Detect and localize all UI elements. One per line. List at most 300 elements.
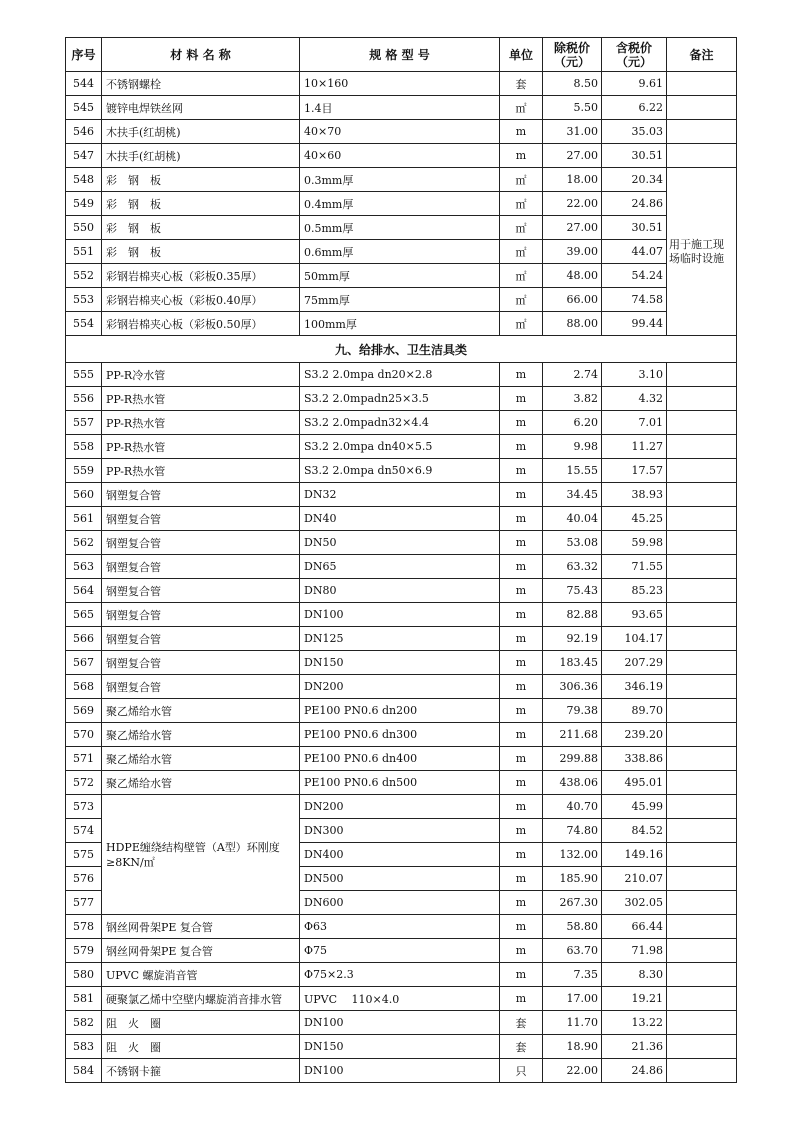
material-name: 聚乙烯给水管 (102, 771, 300, 795)
unit: ㎡ (500, 312, 543, 336)
item-number: 556 (66, 387, 102, 411)
item-number: 547 (66, 144, 102, 168)
price-incl-tax: 20.34 (602, 168, 667, 192)
price-incl-tax: 7.01 (602, 411, 667, 435)
price-incl-tax: 346.19 (602, 675, 667, 699)
col-header-no: 序号 (66, 38, 102, 72)
price-incl-tax: 30.51 (602, 216, 667, 240)
spec-model: 10×160 (300, 72, 500, 96)
price-ex-label: 除税价 (553, 40, 590, 55)
spec-model: UPVC 110×4.0 (300, 987, 500, 1011)
price-excl-tax: 17.00 (543, 987, 602, 1011)
material-name: 彩钢岩棉夹心板（彩板0.50厚） (102, 312, 300, 336)
price-excl-tax: 27.00 (543, 144, 602, 168)
price-excl-tax: 9.98 (543, 435, 602, 459)
price-table (65, 37, 737, 1083)
material-name: 钢塑复合管 (102, 555, 300, 579)
price-incl-tax: 84.52 (602, 819, 667, 843)
price-excl-tax: 22.00 (543, 192, 602, 216)
price-excl-tax: 5.50 (543, 96, 602, 120)
price-excl-tax: 211.68 (543, 723, 602, 747)
spec-model: S3.2 2.0mpadn25×3.5 (300, 387, 500, 411)
item-number: 579 (66, 939, 102, 963)
price-excl-tax: 11.70 (543, 1011, 602, 1035)
material-name: 钢塑复合管 (102, 507, 300, 531)
material-name: 钢塑复合管 (102, 483, 300, 507)
item-number: 564 (66, 579, 102, 603)
unit: 套 (500, 1011, 543, 1035)
spec-model: S3.2 2.0mpa dn50×6.9 (300, 459, 500, 483)
material-name: 钢塑复合管 (102, 531, 300, 555)
unit: m (500, 387, 543, 411)
price-excl-tax: 63.70 (543, 939, 602, 963)
remark (667, 531, 737, 555)
unit: m (500, 459, 543, 483)
col-header-note: 备注 (667, 38, 737, 72)
material-name: 镀锌电焊铁丝网 (102, 96, 300, 120)
remark (667, 435, 737, 459)
item-number: 578 (66, 915, 102, 939)
remark (667, 1011, 737, 1035)
unit: m (500, 747, 543, 771)
unit: m (500, 699, 543, 723)
remark (667, 771, 737, 795)
table-row (66, 1035, 737, 1059)
item-number: 581 (66, 987, 102, 1011)
spec-model: 0.5mm厚 (300, 216, 500, 240)
price-incl-tax: 93.65 (602, 603, 667, 627)
spec-model: S3.2 2.0mpa dn40×5.5 (300, 435, 500, 459)
material-name: UPVC 螺旋消音管 (102, 963, 300, 987)
item-number: 559 (66, 459, 102, 483)
spec-model: DN125 (300, 627, 500, 651)
material-name: 钢塑复合管 (102, 675, 300, 699)
item-number: 544 (66, 72, 102, 96)
table-row (66, 168, 737, 192)
price-incl-tax: 11.27 (602, 435, 667, 459)
remark (667, 144, 737, 168)
spec-model: 50mm厚 (300, 264, 500, 288)
material-name: 钢丝网骨架PE 复合管 (102, 939, 300, 963)
item-number: 566 (66, 627, 102, 651)
table-row (66, 240, 737, 264)
table-row (66, 1059, 737, 1083)
item-number: 565 (66, 603, 102, 627)
spec-model: DN65 (300, 555, 500, 579)
price-excl-tax: 183.45 (543, 651, 602, 675)
header-row (66, 38, 737, 72)
table-row (66, 144, 737, 168)
price-incl-tax: 149.16 (602, 843, 667, 867)
unit: m (500, 435, 543, 459)
unit: m (500, 723, 543, 747)
remark (667, 915, 737, 939)
item-number: 555 (66, 363, 102, 387)
price-excl-tax: 6.20 (543, 411, 602, 435)
price-excl-tax: 34.45 (543, 483, 602, 507)
price-excl-tax: 132.00 (543, 843, 602, 867)
item-number: 576 (66, 867, 102, 891)
price-incl-tax: 45.25 (602, 507, 667, 531)
remark (667, 723, 737, 747)
material-name: PP-R热水管 (102, 435, 300, 459)
price-incl-tax: 45.99 (602, 795, 667, 819)
table-body (66, 72, 737, 1083)
table-row (66, 435, 737, 459)
price-incl-tax: 13.22 (602, 1011, 667, 1035)
price-incl-tax: 59.98 (602, 531, 667, 555)
unit: m (500, 675, 543, 699)
price-incl-tax: 74.58 (602, 288, 667, 312)
price-incl-tax: 24.86 (602, 1059, 667, 1083)
table-row (66, 963, 737, 987)
price-excl-tax: 40.04 (543, 507, 602, 531)
item-number: 571 (66, 747, 102, 771)
section-row (66, 336, 737, 363)
table-row (66, 507, 737, 531)
item-number: 552 (66, 264, 102, 288)
unit: m (500, 579, 543, 603)
table-row (66, 795, 737, 819)
price-incl-tax: 89.70 (602, 699, 667, 723)
col-header-name: 材 料 名 称 (102, 38, 300, 72)
price-incl-tax: 6.22 (602, 96, 667, 120)
price-incl-tax: 21.36 (602, 1035, 667, 1059)
remark (667, 843, 737, 867)
table-row (66, 459, 737, 483)
remark (667, 1035, 737, 1059)
spec-model: S3.2 2.0mpadn32×4.4 (300, 411, 500, 435)
remark (667, 747, 737, 771)
remark (667, 96, 737, 120)
spec-model: Φ75 (300, 939, 500, 963)
price-excl-tax: 63.32 (543, 555, 602, 579)
price-excl-tax: 8.50 (543, 72, 602, 96)
material-name: 钢塑复合管 (102, 651, 300, 675)
price-excl-tax: 39.00 (543, 240, 602, 264)
material-name: 钢塑复合管 (102, 579, 300, 603)
item-number: 573 (66, 795, 102, 819)
spec-model: PE100 PN0.6 dn500 (300, 771, 500, 795)
remark (667, 651, 737, 675)
material-name: PP-R热水管 (102, 459, 300, 483)
table-row (66, 651, 737, 675)
unit: ㎡ (500, 216, 543, 240)
price-excl-tax: 92.19 (543, 627, 602, 651)
spec-model: DN500 (300, 867, 500, 891)
price-excl-tax: 18.90 (543, 1035, 602, 1059)
spec-model: DN200 (300, 675, 500, 699)
unit: 套 (500, 72, 543, 96)
item-number: 553 (66, 288, 102, 312)
unit: m (500, 651, 543, 675)
item-number: 567 (66, 651, 102, 675)
price-excl-tax: 31.00 (543, 120, 602, 144)
item-number: 563 (66, 555, 102, 579)
unit: m (500, 555, 543, 579)
table-row (66, 411, 737, 435)
table-row (66, 603, 737, 627)
material-name: 不锈钢螺栓 (102, 72, 300, 96)
unit: m (500, 627, 543, 651)
remark (667, 363, 737, 387)
remark (667, 483, 737, 507)
spec-model: DN100 (300, 1011, 500, 1035)
spec-model: DN150 (300, 1035, 500, 1059)
material-name: 彩 钢 板 (102, 168, 300, 192)
item-number: 572 (66, 771, 102, 795)
spec-model: DN32 (300, 483, 500, 507)
material-name: 阻 火 圈 (102, 1011, 300, 1035)
spec-model: 0.6mm厚 (300, 240, 500, 264)
price-in-label: 含税价 (615, 40, 652, 55)
price-incl-tax: 239.20 (602, 723, 667, 747)
price-incl-tax: 104.17 (602, 627, 667, 651)
price-excl-tax: 267.30 (543, 891, 602, 915)
spec-model: DN100 (300, 1059, 500, 1083)
unit: m (500, 843, 543, 867)
table-row (66, 723, 737, 747)
price-incl-tax: 66.44 (602, 915, 667, 939)
unit: ㎡ (500, 192, 543, 216)
price-excl-tax: 58.80 (543, 915, 602, 939)
item-number: 583 (66, 1035, 102, 1059)
item-number: 582 (66, 1011, 102, 1035)
unit: 套 (500, 1035, 543, 1059)
spec-model: DN100 (300, 603, 500, 627)
material-name: 彩钢岩棉夹心板（彩板0.40厚） (102, 288, 300, 312)
material-name: 木扶手(红胡桃) (102, 144, 300, 168)
price-incl-tax: 35.03 (602, 120, 667, 144)
spec-model: DN400 (300, 843, 500, 867)
table-row (66, 96, 737, 120)
table-row (66, 771, 737, 795)
remark (667, 939, 737, 963)
spec-model: DN80 (300, 579, 500, 603)
price-excl-tax: 75.43 (543, 579, 602, 603)
price-excl-tax: 3.82 (543, 387, 602, 411)
table-row (66, 312, 737, 336)
price-excl-tax: 53.08 (543, 531, 602, 555)
material-name: 彩 钢 板 (102, 216, 300, 240)
table-row (66, 555, 737, 579)
table-row (66, 216, 737, 240)
spec-model: DN300 (300, 819, 500, 843)
material-name: 钢塑复合管 (102, 603, 300, 627)
item-number: 545 (66, 96, 102, 120)
material-name: 聚乙烯给水管 (102, 747, 300, 771)
spec-model: S3.2 2.0mpa dn20×2.8 (300, 363, 500, 387)
unit: m (500, 120, 543, 144)
price-incl-tax: 54.24 (602, 264, 667, 288)
price-incl-tax: 338.86 (602, 747, 667, 771)
price-incl-tax: 9.61 (602, 72, 667, 96)
material-name-hdpe: HDPE缠绕结构壁管（A型）环刚度≥8KN/㎡ (102, 795, 300, 915)
spec-model: Φ63 (300, 915, 500, 939)
remark (667, 627, 737, 651)
spec-model: DN40 (300, 507, 500, 531)
price-incl-tax: 99.44 (602, 312, 667, 336)
unit: m (500, 603, 543, 627)
remark (667, 459, 737, 483)
item-number: 568 (66, 675, 102, 699)
item-number: 557 (66, 411, 102, 435)
spec-model: DN600 (300, 891, 500, 915)
material-name: PP-R热水管 (102, 411, 300, 435)
price-excl-tax: 18.00 (543, 168, 602, 192)
item-number: 549 (66, 192, 102, 216)
material-name: 彩 钢 板 (102, 192, 300, 216)
unit: m (500, 795, 543, 819)
unit: ㎡ (500, 96, 543, 120)
item-number: 561 (66, 507, 102, 531)
spec-model: 100mm厚 (300, 312, 500, 336)
spec-model: 40×70 (300, 120, 500, 144)
material-name: 钢丝网骨架PE 复合管 (102, 915, 300, 939)
table-row (66, 363, 737, 387)
unit: m (500, 939, 543, 963)
item-number: 584 (66, 1059, 102, 1083)
spec-model: DN200 (300, 795, 500, 819)
table-row (66, 1011, 737, 1035)
remark (667, 120, 737, 144)
spec-model: Φ75×2.3 (300, 963, 500, 987)
price-incl-tax: 207.29 (602, 651, 667, 675)
material-name: 聚乙烯给水管 (102, 699, 300, 723)
price-excl-tax: 40.70 (543, 795, 602, 819)
price-incl-tax: 302.05 (602, 891, 667, 915)
spec-model: 40×60 (300, 144, 500, 168)
spec-model: 0.3mm厚 (300, 168, 500, 192)
price-incl-tax: 38.93 (602, 483, 667, 507)
remark (667, 819, 737, 843)
remark (667, 579, 737, 603)
price-excl-tax: 66.00 (543, 288, 602, 312)
unit: 只 (500, 1059, 543, 1083)
remark (667, 867, 737, 891)
item-number: 575 (66, 843, 102, 867)
spec-model: DN50 (300, 531, 500, 555)
remark (667, 699, 737, 723)
unit: m (500, 963, 543, 987)
price-incl-tax: 19.21 (602, 987, 667, 1011)
table-row (66, 387, 737, 411)
price-excl-tax: 88.00 (543, 312, 602, 336)
remark (667, 963, 737, 987)
unit: m (500, 483, 543, 507)
price-excl-tax: 7.35 (543, 963, 602, 987)
remark (667, 675, 737, 699)
table-row (66, 192, 737, 216)
spec-model: PE100 PN0.6 dn400 (300, 747, 500, 771)
price-incl-tax: 30.51 (602, 144, 667, 168)
section-title: 九、给排水、卫生洁具类 (66, 336, 737, 363)
spec-model: PE100 PN0.6 dn200 (300, 699, 500, 723)
spec-model: 1.4目 (300, 96, 500, 120)
spec-model: 0.4mm厚 (300, 192, 500, 216)
price-excl-tax: 2.74 (543, 363, 602, 387)
col-header-spec: 规 格 型 号 (300, 38, 500, 72)
table-row (66, 579, 737, 603)
price-excl-tax: 22.00 (543, 1059, 602, 1083)
table-row (66, 987, 737, 1011)
unit: ㎡ (500, 288, 543, 312)
material-name: PP-R热水管 (102, 387, 300, 411)
item-number: 569 (66, 699, 102, 723)
item-number: 580 (66, 963, 102, 987)
item-number: 548 (66, 168, 102, 192)
price-incl-tax: 17.57 (602, 459, 667, 483)
unit: m (500, 363, 543, 387)
price-excl-tax: 15.55 (543, 459, 602, 483)
remark (667, 411, 737, 435)
price-incl-tax: 44.07 (602, 240, 667, 264)
remark (667, 1059, 737, 1083)
price-incl-tax: 495.01 (602, 771, 667, 795)
item-number: 570 (66, 723, 102, 747)
price-incl-tax: 85.23 (602, 579, 667, 603)
unit: m (500, 144, 543, 168)
price-excl-tax: 48.00 (543, 264, 602, 288)
remark (667, 72, 737, 96)
item-number: 551 (66, 240, 102, 264)
price-excl-tax: 79.38 (543, 699, 602, 723)
unit: m (500, 891, 543, 915)
table-row (66, 264, 737, 288)
table-row (66, 627, 737, 651)
item-number: 550 (66, 216, 102, 240)
table-row (66, 531, 737, 555)
item-number: 562 (66, 531, 102, 555)
remark (667, 891, 737, 915)
unit: m (500, 411, 543, 435)
remark (667, 387, 737, 411)
table-row (66, 120, 737, 144)
item-number: 558 (66, 435, 102, 459)
unit: m (500, 867, 543, 891)
col-header-price-ex (543, 38, 602, 72)
unit: m (500, 771, 543, 795)
unit: ㎡ (500, 168, 543, 192)
price-excl-tax: 306.36 (543, 675, 602, 699)
table-row (66, 747, 737, 771)
unit: m (500, 819, 543, 843)
material-name: 钢塑复合管 (102, 627, 300, 651)
price-incl-tax: 24.86 (602, 192, 667, 216)
remark (667, 795, 737, 819)
table-row (66, 675, 737, 699)
remark (667, 987, 737, 1011)
material-name: 彩钢岩棉夹心板（彩板0.35厚） (102, 264, 300, 288)
table-row (66, 939, 737, 963)
price-incl-tax: 8.30 (602, 963, 667, 987)
col-header-price-in (602, 38, 667, 72)
unit: ㎡ (500, 264, 543, 288)
material-name: PP-R冷水管 (102, 363, 300, 387)
table-row (66, 288, 737, 312)
unit: ㎡ (500, 240, 543, 264)
material-name: 硬聚氯乙烯中空壁内螺旋消音排水管 (102, 987, 300, 1011)
material-name: 木扶手(红胡桃) (102, 120, 300, 144)
price-excl-tax: 185.90 (543, 867, 602, 891)
table-row (66, 915, 737, 939)
material-name: 彩 钢 板 (102, 240, 300, 264)
spec-model: DN150 (300, 651, 500, 675)
remark (667, 603, 737, 627)
price-incl-tax: 3.10 (602, 363, 667, 387)
item-number: 546 (66, 120, 102, 144)
table-row (66, 483, 737, 507)
